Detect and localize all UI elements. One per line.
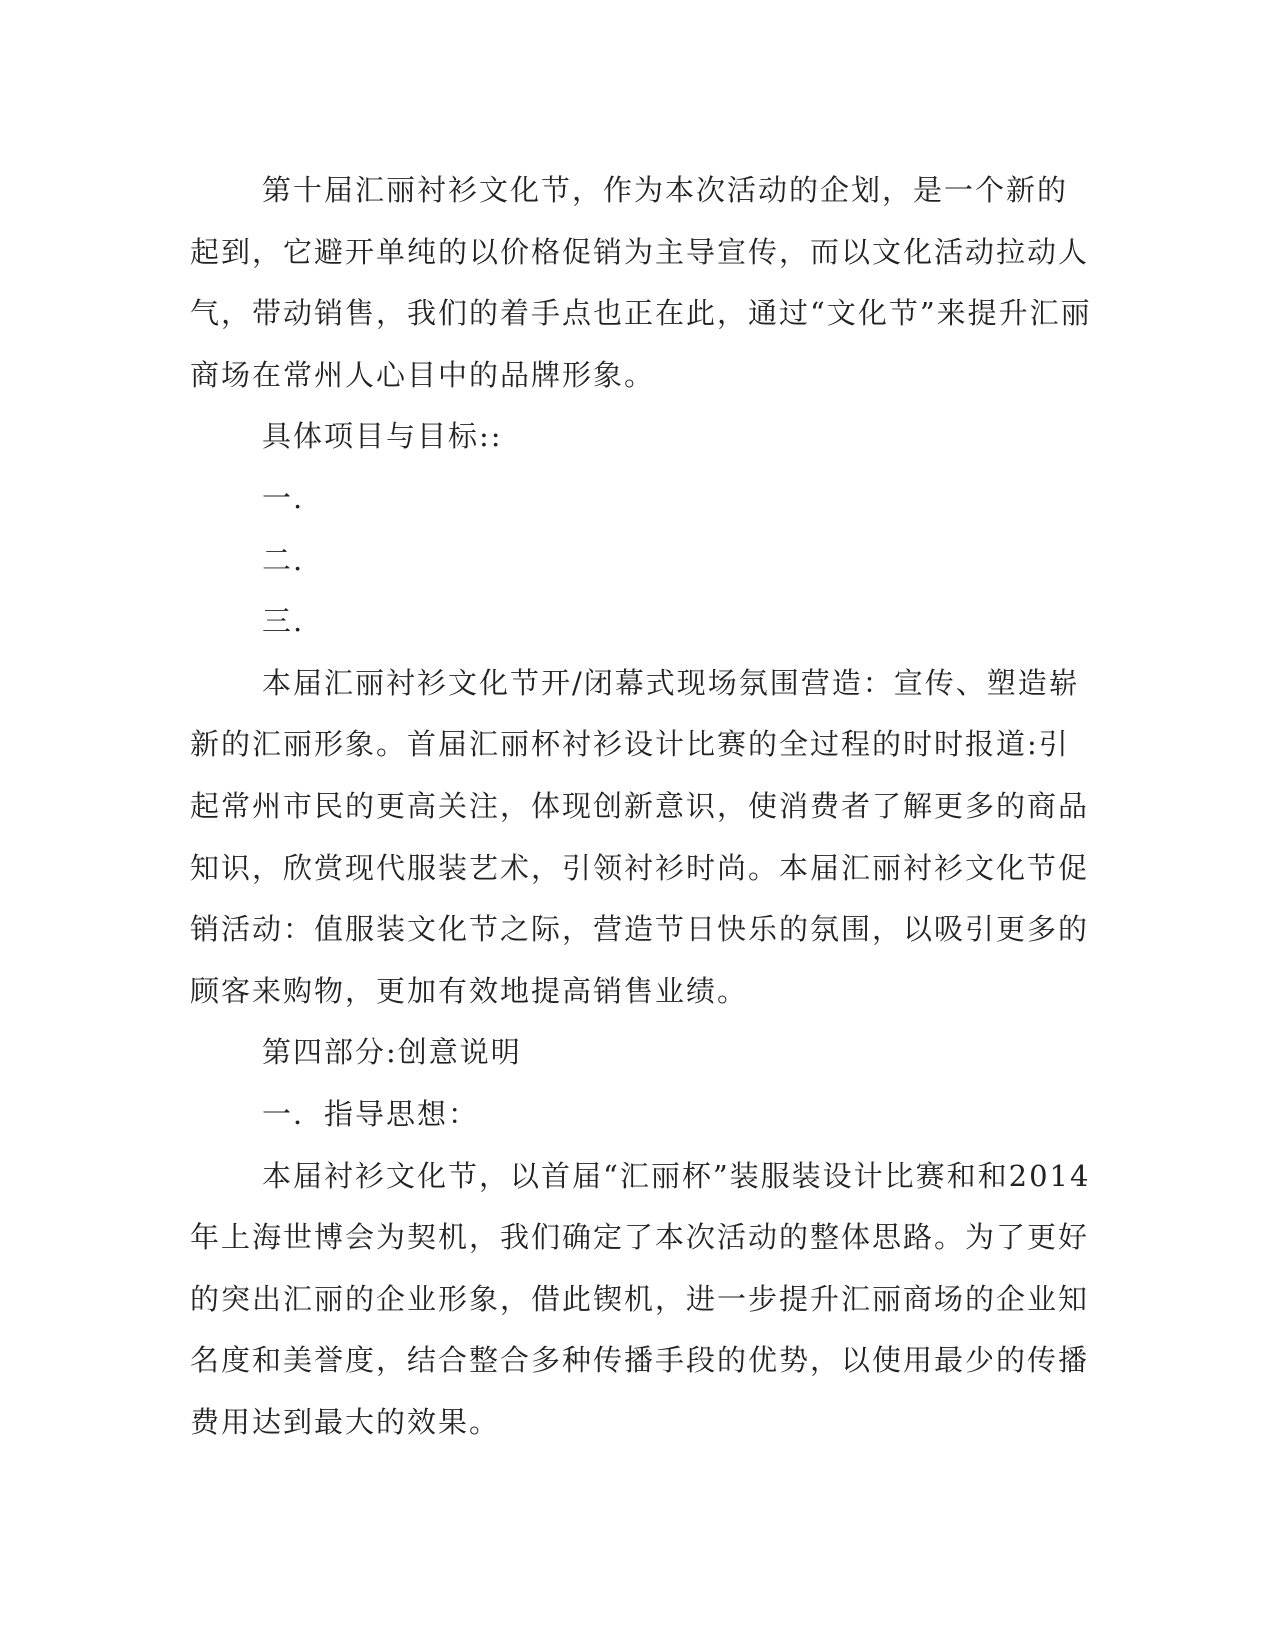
list-item-one: 一. <box>262 480 305 515</box>
list-item-three: 三. <box>262 604 305 639</box>
paragraph-items-heading: 具体项目与目标:: <box>262 419 503 454</box>
list-item-two: 二. <box>262 542 305 577</box>
section-heading-part-four: 第四部分:创意说明 <box>262 1035 522 1070</box>
paragraph-guiding-idea: 本届衬衫文化节，以首届“汇丽杯”装服装设计比赛和和2014年上海世博会为契机，我们确定了本次活动的整体思路。为了更好的突出汇丽的企业形象，借此锲机，进一步提升汇丽商场的企业知名度和美誉度，结合整合多种传播手段的优势，以使用最少的传播费用达到最大的效果。 <box>190 1158 1091 1439</box>
subsection-heading-guiding-idea: 一．指导思想： <box>262 1096 480 1131</box>
paragraph-intro: 第十届汇丽衬衫文化节，作为本次活动的企划，是一个新的起到，它避开单纯的以价格促销为主导宣传，而以文化活动拉动人气，带动销售，我们的着手点也正在此，通过“文化节”来提升汇丽商场在常州人心目中的品牌形象。 <box>190 173 1092 392</box>
paragraph-goals: 本届汇丽衬衫文化节开/闭幕式现场氛围营造：宣传、塑造崭新的汇丽形象。首届汇丽杯衬衫设计比赛的全过程的时时报道:引起常州市民的更高关注，体现创新意识，使消费者了解更多的商品知识，欣赏现代服装艺术，引领衬衫时尚。本届汇丽衬衫文化节促销活动：值服装文化节之际，营造节日快乐的氛围，以吸引更多的顾客来购物，更加有效地提高销售业绩。 <box>190 665 1090 1008</box>
